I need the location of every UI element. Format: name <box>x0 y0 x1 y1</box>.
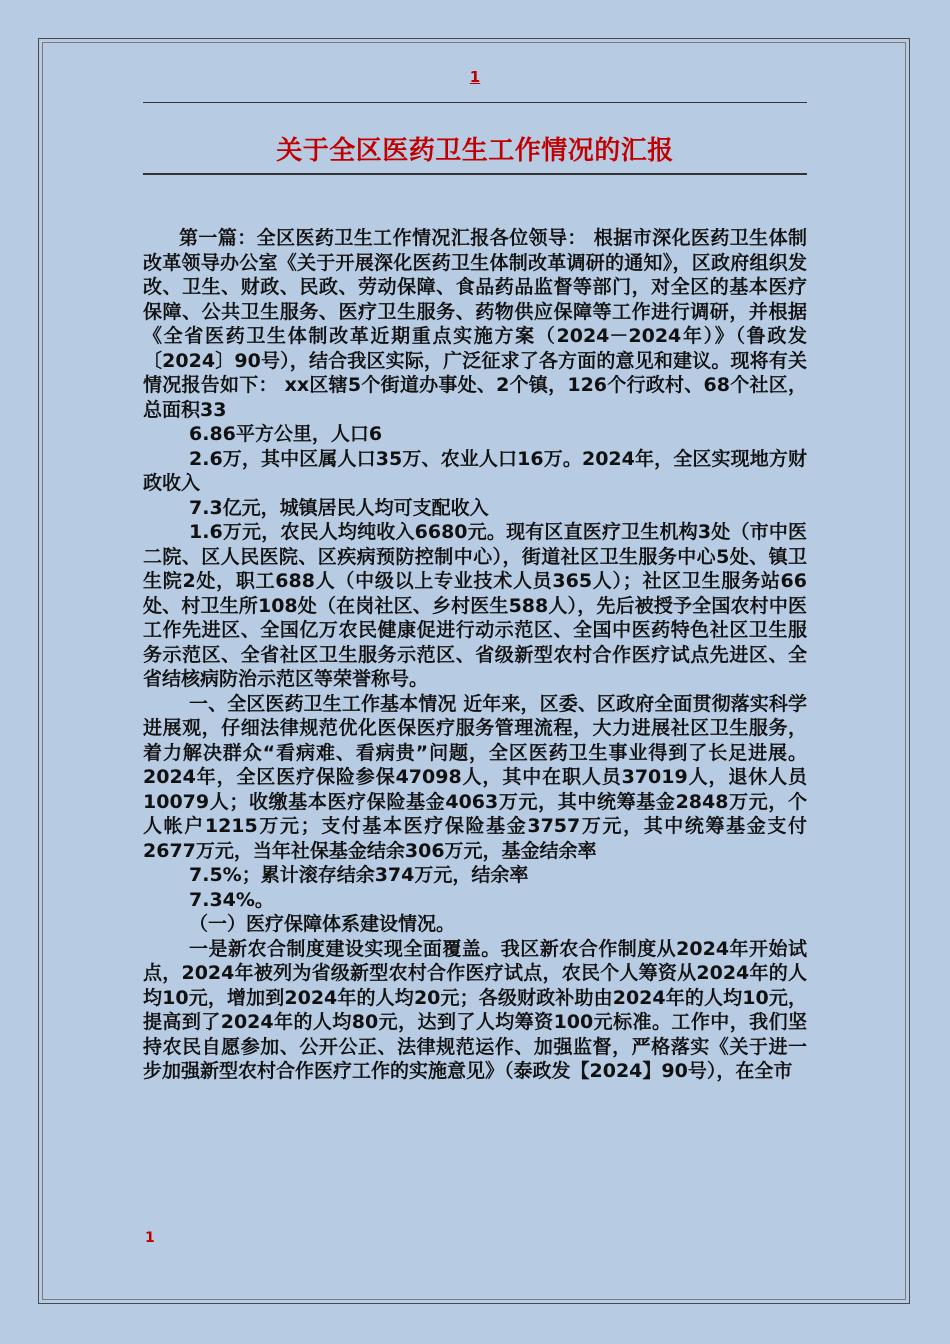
document-title: 关于全区医药卫生工作情况的汇报 <box>276 136 674 166</box>
document-body <box>143 226 807 1084</box>
paragraph: 7.5%；累计滚存结余374万元，结余率 <box>189 864 529 886</box>
header-divider <box>143 102 807 103</box>
paragraph: 7.3亿元，城镇居民人均可支配收入 <box>189 496 489 519</box>
paragraph: 一、全区医药卫生工作基本情况 近年来，区委、区政府全面贯彻落实科学进展观，仔细法律规范优化医保医疗服务管理流程，大力进展社区卫生服务，着力解决群众“看病难、看病贵”问题，全区医药卫生事业得到了长足进展。2024年，全区医疗保险参保47098人，其中在职人员37019人，退休人员10079人；收缴基本医疗保险基金4063万元，其中统筹基金2848万元，个人帐户1215万元；支付基本医疗保险基金3757万元，其中统筹基金支付2677万元，当年社保基金结余306万元，基金结余率 <box>143 692 807 862</box>
paragraph: 第一篇：全区医药卫生工作情况汇报各位领导： 根据市深化医药卫生体制改革领导办公室《关于开展深化医药卫生体制改革调研的通知》，区政府组织发改、卫生、财政、民政、劳动保障、食品药品监督等部门，对全区的基本医疗保障、公共卫生服务、医疗卫生服务、药物供应保障等工作进行调研，并根据《全省医药卫生体制改革近期重点实施方案（2024－2024年）》（鲁政发〔2024〕90号），结合我区实际，广泛征求了各方面的意见和建议。现将有关情况报告如下： xx区辖5个街道办事处、2个镇，126个行政村、68个社区，总面积33 <box>143 227 807 421</box>
paragraph: （一）医疗保障体系建设情况。 <box>189 913 456 935</box>
paragraph: 7.34%。 <box>189 888 274 911</box>
paragraph: 6.86平方公里，人口6 <box>189 423 383 445</box>
paragraph: 2.6万，其中区属人口35万、农业人口16万。2024年，全区实现地方财政收入 <box>143 447 807 494</box>
footer-page-number: 1 <box>145 1230 155 1246</box>
header-page-number: 1 <box>469 68 481 86</box>
paragraph: 一是新农合制度建设实现全面覆盖。我区新农合作制度从2024年开始试点，2024年被列为省级新型农村合作医疗试点，农民个人筹资从2024年的人均10元，增加到2024年的人均20元；各级财政补助由2024年的人均10元，提高到了2024年的人均80元，达到了人均筹资100元标准。工作中，我们坚持农民自愿参加、公开公正、法律规范运作、加强监督，严格落实《关于进一步加强新型农村合作医疗工作的实施意见》（泰政发【2024】90号），在全市 <box>143 937 807 1082</box>
title-divider <box>143 173 807 175</box>
paragraph: 1.6万元，农民人均纯收入6680元。现有区直医疗卫生机构3处（市中医二院、区人民医院、区疾病预防控制中心），街道社区卫生服务中心5处、镇卫生院2处，职工688人（中级以上专业技术人员365人）；社区卫生服务站66处、村卫生所108处（在岗社区、乡村医生588人），先后被授予全国农村中医工作先进区、全国亿万农民健康促进行动示范区、全国中医药特色社区卫生服务示范区、全省社区卫生服务示范区、省级新型农村合作医疗试点先进区、全省结核病防治示范区等荣誉称号。 <box>143 521 807 690</box>
